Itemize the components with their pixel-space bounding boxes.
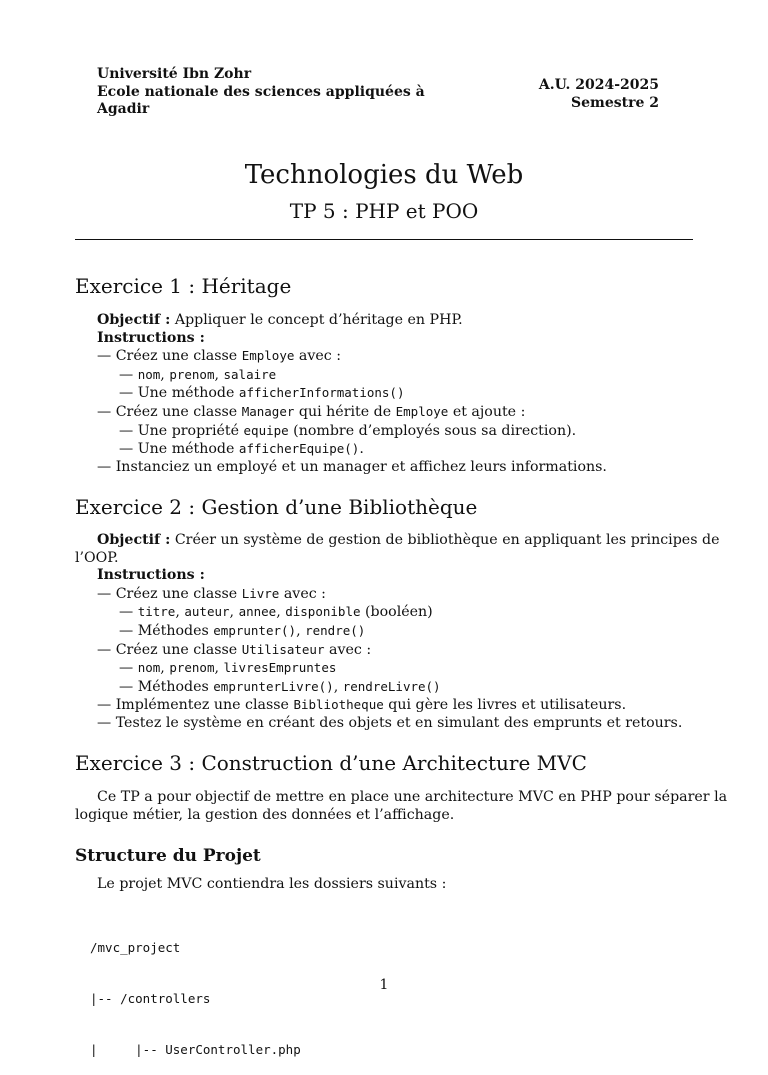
code-span: Bibliotheque — [293, 697, 384, 713]
text: — Créez une classe — [97, 585, 242, 602]
text: , — [229, 604, 239, 621]
code-span: equipe — [243, 422, 289, 438]
code-span: emprunterLivre() — [213, 678, 334, 694]
intro-line-2: logique métier, la gestion des données et l’affichage. — [75, 806, 455, 823]
text: — Méthodes — [119, 678, 214, 695]
text: , — [214, 660, 224, 677]
text: — Implémentez une classe — [97, 697, 294, 714]
exercise-1-heading: Exercice 1 : Héritage — [75, 274, 292, 298]
list-item — [75, 422, 694, 441]
code-line: |-- /controllers — [90, 991, 211, 1006]
code-span: nom — [137, 366, 161, 382]
text: — Une méthode — [119, 385, 239, 402]
text: qui hérite de — [294, 403, 396, 420]
list-item — [75, 641, 694, 660]
code-span: afficherInformations() — [238, 385, 405, 401]
structure-intro — [75, 876, 694, 894]
document-title: Technologies du Web — [244, 160, 524, 190]
code-span: nom — [137, 660, 161, 676]
text: — — [119, 366, 138, 383]
objective-text: Appliquer le concept d’héritage en PHP. — [170, 312, 463, 328]
document-subtitle: TP 5 : PHP et POO — [289, 199, 479, 223]
text: — Créez une classe — [97, 348, 242, 365]
title-divider — [75, 239, 693, 240]
code-span: salaire — [223, 366, 277, 382]
list-item: — Instanciez un employé et un manager et affichez leurs informations. — [97, 458, 607, 475]
ex1-objective — [75, 312, 694, 330]
code-span: auteur — [184, 604, 230, 620]
school-name-line1: Ecole nationale des sciences appliquées à — [97, 83, 425, 100]
instructions-label: Instructions : — [97, 567, 205, 584]
text: — Créez une classe — [97, 641, 242, 658]
ex1-instructions-label — [75, 330, 694, 348]
list-item — [75, 622, 694, 641]
semester: Semestre 2 — [571, 94, 659, 111]
code-span: Employe — [241, 348, 295, 364]
objective-label: Objectif : — [97, 532, 171, 548]
text: , — [160, 366, 170, 383]
code-span: annee — [238, 604, 277, 620]
ex2-objective-cont: l’OOP. — [75, 549, 119, 566]
list-item — [75, 659, 694, 678]
code-span: afficherEquipe() — [238, 441, 360, 457]
academic-year-block — [539, 77, 659, 112]
text: , — [214, 366, 224, 383]
list-item — [75, 678, 694, 697]
list-item — [75, 403, 694, 422]
text: , — [160, 660, 170, 677]
university-name: Université Ibn Zohr — [97, 66, 252, 82]
text: , — [175, 604, 185, 621]
code-span: titre — [137, 604, 176, 620]
instructions-label: Instructions : — [97, 329, 205, 346]
text: — Une méthode — [119, 441, 239, 458]
list-item: — Testez le système en créant des objets et en simulant des emprunts et retours. — [97, 714, 683, 731]
text: , — [276, 604, 286, 621]
code-span: Manager — [241, 403, 295, 419]
code-span: emprunter() — [213, 622, 297, 638]
academic-year: A.U. 2024-2025 — [538, 77, 659, 93]
list-item — [75, 384, 694, 403]
ex2-objective — [75, 532, 720, 550]
text: (booléen) — [360, 604, 433, 621]
exercise-1-body — [75, 312, 694, 476]
list-item — [75, 347, 694, 366]
intro-line-1: Ce TP a pour objectif de mettre en place une architecture MVC en PHP pour séparer la — [97, 789, 728, 805]
exercise-3-intro — [75, 789, 728, 824]
page-number: 1 — [379, 977, 389, 993]
code-span: disponible — [285, 604, 361, 620]
objective-label: Objectif : — [97, 312, 171, 328]
text: , — [333, 678, 343, 695]
text: — Méthodes — [119, 622, 214, 639]
text: — Une propriété — [119, 422, 244, 439]
text: . — [359, 441, 364, 458]
list-item — [75, 585, 694, 604]
list-item — [75, 696, 694, 715]
objective-text: Créer un système de gestion de bibliothèque en appliquant les principes de — [170, 532, 720, 548]
code-span: prenom — [169, 660, 215, 676]
structure-heading: Structure du Projet — [75, 846, 261, 866]
structure-intro-text: Le projet MVC contiendra les dossiers suivants : — [97, 876, 447, 892]
text: avec : — [279, 585, 326, 602]
exercise-3-heading: Exercice 3 : Construction d’une Architecture MVC — [75, 751, 587, 775]
code-span: Utilisateur — [241, 641, 325, 657]
school-name-line2: Agadir — [97, 101, 150, 117]
text: — — [119, 604, 138, 621]
text: et ajoute : — [448, 403, 526, 420]
text: , — [296, 622, 306, 639]
text: — Créez une classe — [97, 403, 242, 420]
text: (nombre d’employés sous sa direction). — [288, 422, 577, 439]
code-span: prenom — [169, 366, 215, 382]
institution-block — [97, 66, 425, 119]
list-item — [75, 366, 694, 385]
text: avec : — [324, 641, 372, 658]
ex2-instructions-label — [75, 567, 694, 585]
code-line: /mvc_project — [90, 940, 181, 955]
code-line: | |-- UserController.php — [90, 1042, 301, 1057]
text: qui gère les livres et utilisateurs. — [383, 697, 627, 714]
code-span: Employe — [395, 403, 449, 419]
code-span: livresEmpruntes — [223, 660, 337, 676]
text: — — [119, 660, 138, 677]
list-item — [75, 603, 694, 622]
exercise-2-heading: Exercice 2 : Gestion d’une Bibliothèque — [75, 495, 478, 519]
list-item — [75, 440, 694, 459]
exercise-2-body — [75, 532, 720, 733]
text: avec : — [294, 348, 342, 365]
code-span: rendre() — [305, 622, 366, 638]
code-span: Livre — [241, 585, 280, 601]
code-span: rendreLivre() — [342, 678, 441, 694]
